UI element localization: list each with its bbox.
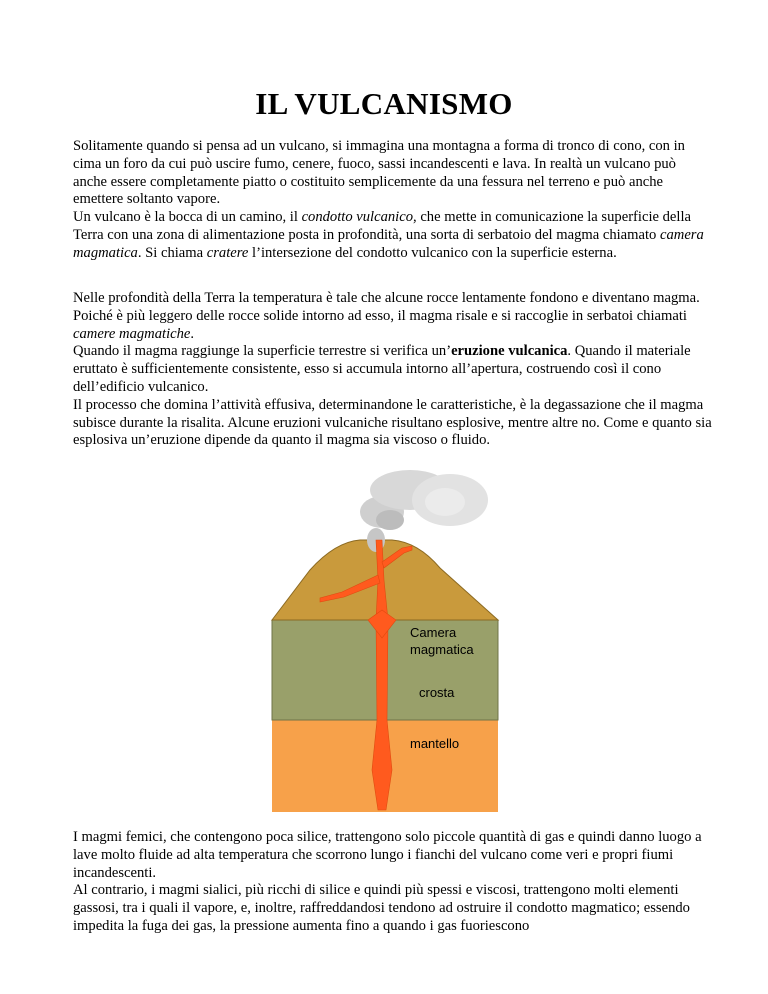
label-magmatica: magmatica	[410, 642, 474, 657]
volcano-diagram	[270, 470, 500, 812]
label-mantello: mantello	[410, 736, 460, 751]
magma-paragraph-2: Quando il magma raggiunge la superficie terrestre si verifica un’eruzione vulcanica. Quando il materiale eruttato è sufficientemente consistente, esso si accumula intorno all’apertura, costruendo così il cono dell’edificio vulcanico.	[73, 343, 691, 395]
intro-paragraph-2: Un vulcano è la bocca di un camino, il condotto vulcanico, che mette in comunicazione la superficie della Terra con una zona di alimentazione posta in profondità, una sorta di serbatoio del magma chiamato camera magmatica. Si chiama cratere l’intersezione del condotto vulcanico con la superficie esterna.	[73, 209, 704, 261]
term-condotto-vulcanico: condotto vulcanico	[301, 209, 414, 226]
label-crosta: crosta	[419, 685, 455, 700]
term-cratere: cratere	[206, 244, 249, 261]
magma-paragraph-3: Il processo che domina l’attività effusiva, determinandone le caratteristiche, è la degassazione che il magma subisce durante la risalita. Alcune eruzioni vulcaniche risultano esplosive, mentre altre no. Come e quanto sia esplosiva un’eruzione dipende da quanto il magma sia viscoso o fluido.	[73, 396, 712, 449]
label-camera: Camera	[410, 625, 457, 640]
intro-section	[73, 138, 713, 263]
intro-paragraph-1: Solitamente quando si pensa ad un vulcano, si immagina una montagna a forma di tronco di cono, con in cima un foro da cui può uscire fumo, cenere, fuoco, sassi incandescenti e lava. In realtà un vulcano può anche essere completamente piatto o costituito semplicemente da una fessura nel terreno e può anche emettere soltanto vapore.	[73, 138, 685, 208]
magma-paragraph-1: Nelle profondità della Terra la temperatura è tale che alcune rocce lentamente fondono e diventano magma. Poiché è più leggero delle rocce solide intorno ad esso, il magma risale e si raccoglie in serbatoi chiamati camere magmatiche.	[73, 290, 700, 342]
term-camere-magmatiche: camere magmatiche	[73, 325, 191, 342]
page-title: IL VULCANISMO	[255, 86, 513, 121]
term-eruzione-vulcanica: eruzione vulcanica	[451, 343, 568, 360]
magma-types-paragraph-1: I magmi femici, che contengono poca silice, trattengono solo piccole quantità di gas e quindi danno luogo a lave molto fluide ad alta temperatura che scorrono lungo i fianchi del vulcano come veri e propri fiumi incandescenti.	[73, 829, 702, 881]
magma-types-paragraph-2: Al contrario, i magmi sialici, più ricchi di silice e quindi più spessi e viscosi, trattengono molti elementi gassosi, tra i quali il vapore, e, inoltre, raffreddandosi tendono ad ostruire il condotto magmatico; essendo impedita la fuga dei gas, la pressione aumenta fino a quando i gas fuoriescono	[73, 882, 690, 934]
magma-types-section	[73, 829, 713, 936]
term-camera-magmatica: camera magmatica	[73, 226, 704, 261]
magma-section	[73, 290, 713, 450]
